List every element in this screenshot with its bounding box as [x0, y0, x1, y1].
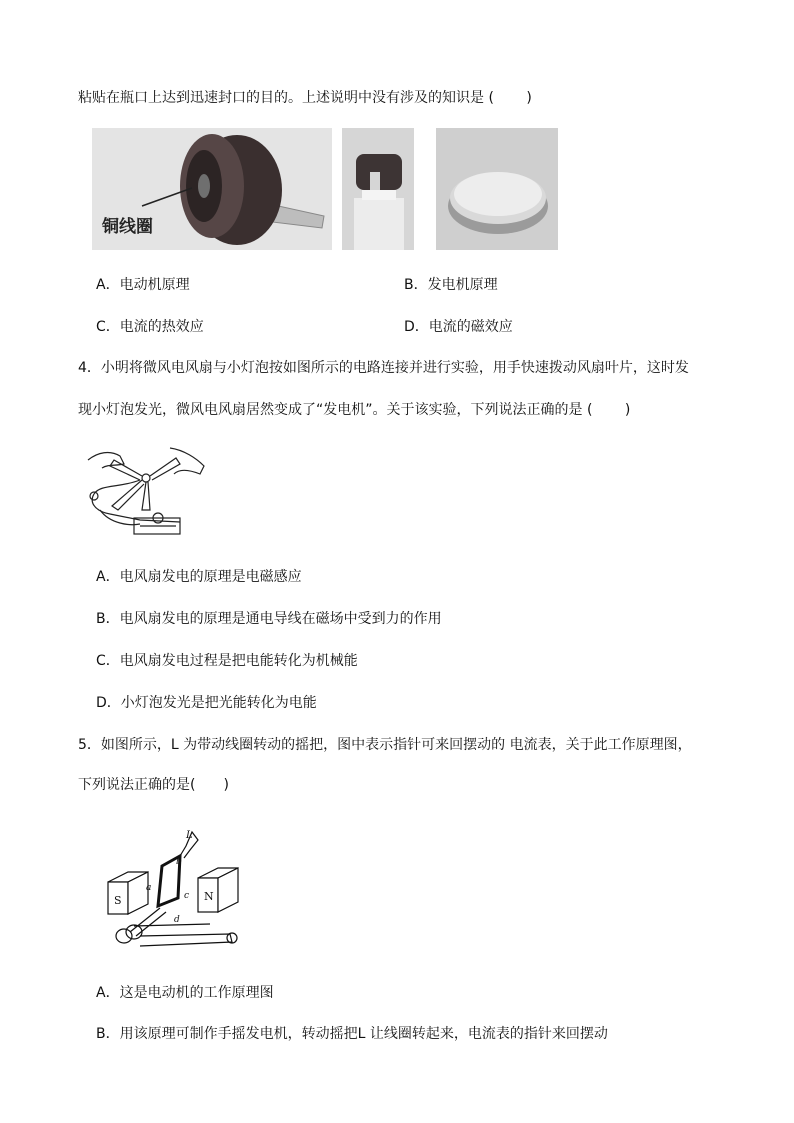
coil-b-label: b	[176, 857, 182, 867]
q3-option-b[interactable]: B．发电机原理	[404, 277, 498, 293]
coil-c-label: c	[184, 891, 190, 901]
q5-option-b[interactable]: B．用该原理可制作手摇发电机，转动摇把L 让线圈转起来，电流表的指针来回摆动	[96, 1026, 608, 1042]
s-pole-label: S	[114, 894, 122, 907]
crank-l-label: L	[186, 830, 193, 841]
q5-stem-line1: 5．如图所示，L 为带动线圈转动的摇把，图中表示指针可来回摆动的 电流表，关于此工作原理图，	[78, 737, 692, 753]
q3-photo-sealed-cap	[436, 128, 558, 254]
copper-coil-label: 铜线圈	[102, 217, 153, 237]
q3-option-d[interactable]: D．电流的磁效应	[404, 319, 513, 335]
coil-a-label: a	[146, 883, 152, 893]
q4-option-d[interactable]: D．小灯泡发光是把光能转化为电能	[96, 695, 317, 711]
q4-option-b[interactable]: B．电风扇发电的原理是通电导线在磁场中受到力的作用	[96, 611, 442, 627]
coil-d-label: d	[174, 915, 180, 925]
q4-stem-line1: 4．小明将微风电风扇与小灯泡按如图所示的电路连接并进行实验，用手快速拨动风扇叶片，这时发	[78, 360, 689, 376]
q3-photo-heater	[92, 128, 332, 254]
q5-stem-line2: 下列说法正确的是( )	[78, 777, 229, 793]
q3-photo-bottle-neck	[342, 128, 414, 254]
q5-option-a[interactable]: A．这是电动机的工作原理图	[96, 985, 274, 1001]
q5-generator-figure	[100, 826, 250, 962]
q4-fan-circuit-figure	[80, 444, 208, 548]
q4-option-c[interactable]: C．电风扇发电过程是把电能转化为机械能	[96, 653, 358, 669]
q3-option-c[interactable]: C．电流的热效应	[96, 319, 204, 335]
q4-stem-line2: 现小灯泡发光，微风电风扇居然变成了“发电机”。关于该实验，下列说法正确的是 ( )	[78, 402, 631, 418]
q3-stem-tail: 粘贴在瓶口上达到迅速封口的目的。上述说明中没有涉及的知识是 ( )	[78, 90, 532, 106]
q3-option-a[interactable]: A．电动机原理	[96, 277, 190, 293]
q4-option-a[interactable]: A．电风扇发电的原理是电磁感应	[96, 569, 302, 585]
n-pole-label: N	[204, 890, 214, 903]
